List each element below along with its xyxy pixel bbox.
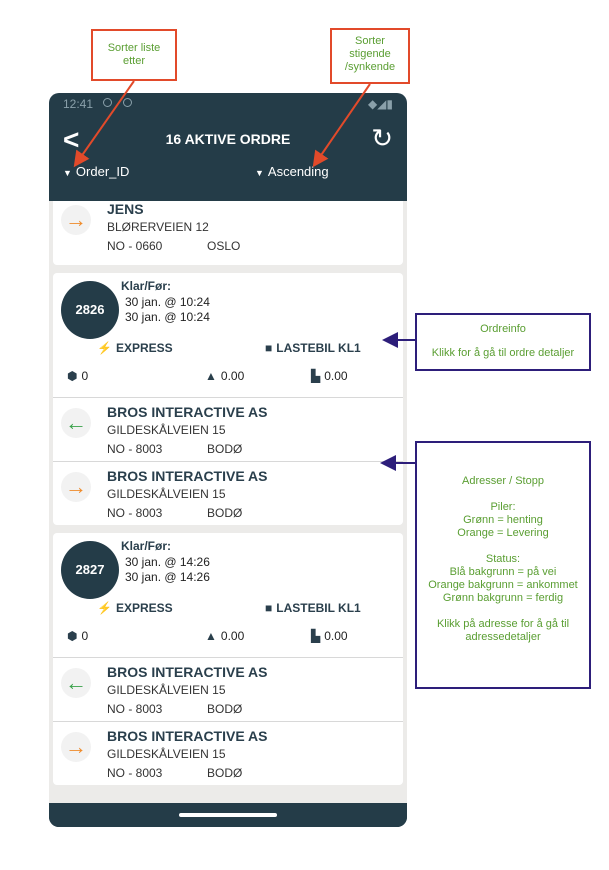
callout-text: Orange bakgrunn = ankommet (428, 579, 578, 591)
truck-icon: ■ (265, 341, 273, 355)
order-id-badge: 2827 (61, 541, 119, 599)
callout-text: /synkende (344, 61, 396, 73)
stop-street: GILDESKÅLVEIEN 15 (107, 683, 226, 697)
refresh-icon[interactable]: ↻ (371, 123, 393, 153)
stop-zip: NO - 0660 (107, 239, 163, 253)
stop-name: BROS INTERACTIVE AS (107, 664, 268, 680)
chevron-left-icon[interactable]: < (63, 124, 80, 155)
arrow-left-icon: ← (61, 668, 91, 698)
arrow-right-icon: → (61, 732, 91, 762)
arrow-left-icon: ← (61, 408, 91, 438)
page-title: 16 AKTIVE ORDRE (165, 131, 291, 147)
package-count-value: 0 (81, 369, 89, 383)
callout-text: Orange = Levering (457, 527, 549, 539)
stop-name: BROS INTERACTIVE AS (107, 404, 268, 420)
ready-time-to: 30 jan. @ 10:24 (125, 310, 210, 324)
stop-zip: NO - 8003 (107, 442, 163, 456)
stop-city: BODØ (207, 506, 243, 520)
box-icon: ⬢ (67, 629, 78, 643)
caret-down-icon: ▼ (255, 168, 264, 178)
bolt-icon: ⚡ (97, 601, 112, 615)
callout-text: Adresser / Stopp (462, 475, 544, 487)
sort-direction-label: Ascending (267, 164, 329, 179)
stop-street: GILDESKÅLVEIEN 15 (107, 747, 226, 761)
stop-street: GILDESKÅLVEIEN 15 (107, 487, 226, 501)
stop-city: OSLO (207, 239, 241, 253)
callout-text: Grønn bakgrunn = ferdig (442, 592, 564, 604)
weight-value: 0.00 (220, 629, 245, 643)
connector-sort-list (76, 81, 134, 164)
length-value: 0.00 (324, 369, 348, 383)
callout-text: Piler: (490, 501, 516, 513)
callout-text: Grønn = henting (463, 514, 543, 526)
stop-name: BROS INTERACTIVE AS (107, 468, 268, 484)
caret-down-icon: ▼ (63, 168, 72, 178)
box-icon: ⬢ (67, 369, 78, 383)
stop-name: BROS INTERACTIVE AS (107, 728, 268, 744)
vehicle-label: LASTEBIL KL1 (276, 601, 361, 615)
stop-city: BODØ (207, 702, 243, 716)
stop-name: JENS (107, 201, 144, 217)
length-value: 0.00 (324, 629, 348, 643)
callout-text: Status: (485, 553, 521, 565)
stop-zip: NO - 8003 (107, 702, 163, 716)
callout-text: Sorter liste (107, 42, 161, 54)
weight-icon: ▲ (205, 629, 217, 643)
connector-sort-direction (315, 84, 370, 164)
stop-street: GILDESKÅLVEIEN 15 (107, 423, 226, 437)
order-id-badge: 2826 (61, 281, 119, 339)
ready-time-from: 30 jan. @ 10:24 (125, 295, 210, 309)
callout-text: Klikk for å gå til ordre detaljer (431, 347, 575, 359)
callout-text: Blå bakgrunn = på vei (449, 566, 557, 578)
callout-text: Klikk på adresse for å gå til (436, 618, 570, 630)
priority-label: EXPRESS (115, 341, 173, 355)
priority-label: EXPRESS (115, 601, 173, 615)
weight-value: 0.00 (220, 369, 245, 383)
vehicle-label: LASTEBIL KL1 (276, 341, 361, 355)
ready-label: Klar/Før: (121, 279, 172, 293)
callout-text: Ordreinfo (480, 323, 526, 335)
weight-icon: ▲ (205, 369, 217, 383)
callout-text: etter (122, 55, 145, 67)
callout-text: Sorter (355, 35, 385, 47)
ruler-icon: ▙ (311, 629, 321, 643)
stop-street: BLØRERVEIEN 12 (107, 220, 209, 234)
ready-label: Klar/Før: (121, 539, 172, 553)
stop-zip: NO - 8003 (107, 506, 163, 520)
bolt-icon: ⚡ (97, 341, 112, 355)
stop-city: BODØ (207, 442, 243, 456)
status-time: 12:41 (63, 97, 94, 111)
stop-city: BODØ (207, 766, 243, 780)
ruler-icon: ▙ (311, 369, 321, 383)
package-count-value: 0 (81, 629, 89, 643)
ready-time-to: 30 jan. @ 14:26 (125, 570, 210, 584)
arrow-right-icon: → (61, 472, 91, 502)
ready-time-from: 30 jan. @ 14:26 (125, 555, 210, 569)
callout-text: adressedetaljer (465, 631, 541, 643)
arrow-right-icon: → (61, 205, 91, 235)
stop-zip: NO - 8003 (107, 766, 163, 780)
truck-icon: ■ (265, 601, 273, 615)
callout-text: stigende (349, 48, 391, 60)
sort-field-label: Order_ID (75, 164, 130, 179)
signal-battery-icon: ◆◢▮ (367, 97, 393, 111)
